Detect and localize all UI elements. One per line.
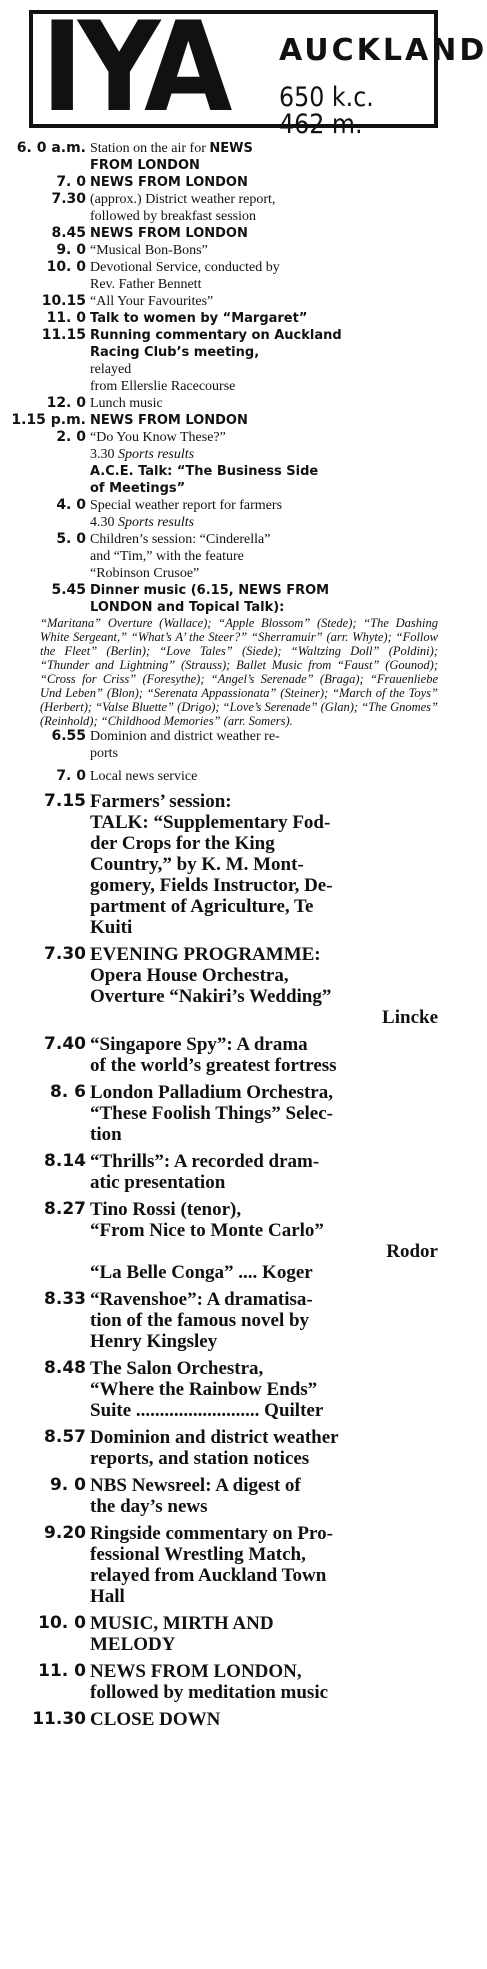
entry-line: 3.30 Sports results bbox=[90, 447, 195, 462]
entry-description bbox=[90, 1199, 448, 1283]
programme-entry bbox=[0, 191, 448, 225]
entry-line-part: NEWS FROM LONDON bbox=[90, 413, 248, 428]
entry-line: Overture “Nakiri’s Wedding” bbox=[90, 986, 332, 1007]
entry-description bbox=[90, 259, 448, 293]
entry-line: MUSIC, MIRTH AND bbox=[90, 1613, 274, 1634]
entry-line: NBS Newsreel: A digest of bbox=[90, 1475, 301, 1496]
entry-description bbox=[90, 174, 448, 191]
entry-line: Devotional Service, conducted by bbox=[90, 260, 280, 275]
entry-description bbox=[90, 310, 448, 327]
entry-line: “From Nice to Monte Carlo” bbox=[90, 1220, 324, 1241]
entry-line: EVENING PROGRAMME: bbox=[90, 944, 321, 965]
entry-line: der Crops for the King bbox=[90, 833, 275, 854]
entry-description bbox=[90, 225, 448, 242]
entry-line: atic presentation bbox=[90, 1172, 226, 1193]
sports-results-label: Sports results bbox=[118, 447, 195, 462]
entry-line bbox=[90, 463, 438, 480]
programme-entry bbox=[0, 1475, 448, 1517]
programme-entry bbox=[0, 1151, 448, 1193]
entry-description bbox=[90, 1613, 448, 1655]
entry-line: partment of Agriculture, Te bbox=[90, 896, 314, 917]
entry-time: 6.55 bbox=[51, 728, 86, 744]
programme-entry bbox=[0, 1523, 448, 1607]
entry-time: 8.33 bbox=[44, 1289, 86, 1309]
entry-line-part: Dinner music (6.15, NEWS FROM bbox=[90, 583, 330, 598]
station-header bbox=[29, 0, 487, 140]
programme-entry bbox=[0, 531, 448, 582]
entry-line: fessional Wrestling Match, bbox=[90, 1544, 306, 1565]
entry-time: 7.30 bbox=[51, 191, 86, 207]
entry-time: 9. 0 bbox=[49, 1475, 86, 1495]
entry-time: 11.15 bbox=[41, 327, 86, 343]
entry-line: Rev. Father Bennett bbox=[90, 277, 202, 292]
entry-line-part: NEWS FROM LONDON bbox=[90, 175, 248, 190]
entry-line bbox=[90, 412, 438, 429]
entry-line: gomery, Fields Instructor, De- bbox=[90, 875, 333, 896]
entry-line: reports, and station notices bbox=[90, 1448, 310, 1469]
entry-line: Ringside commentary on Pro- bbox=[90, 1523, 333, 1544]
entry-line: ports bbox=[90, 746, 118, 761]
entry-time: 5. 0 bbox=[56, 531, 86, 547]
entry-line: CLOSE DOWN bbox=[90, 1709, 221, 1730]
entry-time: 11. 0 bbox=[38, 1661, 86, 1681]
entry-time: 1.15 p.m. bbox=[11, 412, 86, 428]
station-city: AUCKLAND bbox=[279, 33, 487, 68]
entry-description bbox=[90, 1475, 448, 1517]
entry-time: 9.20 bbox=[44, 1523, 86, 1543]
programme-entry bbox=[0, 944, 448, 1028]
entry-line: Suite .......................... Quilter bbox=[90, 1400, 324, 1421]
programme-entry bbox=[0, 310, 448, 327]
entry-composer: Lincke bbox=[382, 1007, 438, 1028]
programme-list bbox=[0, 140, 448, 1730]
entry-line: Hall bbox=[90, 1586, 125, 1607]
entry-description bbox=[90, 497, 448, 531]
programme-entry bbox=[0, 1289, 448, 1352]
entry-line: London Palladium Orchestra, bbox=[90, 1082, 333, 1103]
entry-description bbox=[90, 728, 448, 762]
entry-line-part: LONDON and Topical Talk): bbox=[90, 600, 285, 615]
entry-line: Kuiti bbox=[90, 917, 133, 938]
entry-line: NEWS FROM LONDON, bbox=[90, 1661, 302, 1682]
entry-line: 4.30 Sports results bbox=[90, 515, 195, 530]
entry-line-part: NEWS bbox=[209, 141, 253, 156]
programme-entry bbox=[0, 327, 448, 395]
entry-line: tion bbox=[90, 1124, 122, 1145]
entry-line: followed by breakfast session bbox=[90, 209, 257, 224]
entry-description bbox=[90, 768, 448, 785]
entry-composer: Rodor bbox=[386, 1241, 438, 1262]
entry-time: 8. 6 bbox=[49, 1082, 86, 1102]
entry-line bbox=[90, 140, 438, 157]
programme-entry bbox=[0, 1661, 448, 1703]
programme-entry bbox=[0, 225, 448, 242]
programme-entry bbox=[0, 140, 448, 174]
entry-line: Farmers’ session: bbox=[90, 791, 232, 812]
programme-entry bbox=[0, 768, 448, 785]
programme-entry bbox=[0, 1199, 448, 1283]
entry-line bbox=[90, 344, 438, 361]
entry-time: 2. 0 bbox=[56, 429, 86, 445]
entry-line: the day’s news bbox=[90, 1496, 208, 1517]
entry-line: Tino Rossi (tenor), bbox=[90, 1199, 242, 1220]
entry-line-part: Running commentary on Auckland bbox=[90, 328, 342, 343]
programme-entry bbox=[0, 1613, 448, 1655]
entry-description bbox=[90, 531, 448, 582]
entry-line: Henry Kingsley bbox=[90, 1331, 218, 1352]
entry-description bbox=[90, 327, 448, 395]
dinner-music-list: “Maritana” Overture (Wallace); “Apple Blossom” (Stede); “The Dashing White Sergeant,” “What’s A’ the Steer?” “Sherramuir” (arr. Whyte); “Follow the Fleet” (Berlin); “Love Tales” (Siede); “Waltzing Doll” (Poldini); “Thunder and Lightning” (Strauss); Ballet Music from “Faust” (Gounod); “Cross for Criss” (Foresythe); “Angel’s Serenade” (Braga); “Frauenliebe Und Leben” (Blon); “Serenata Appassionata” (Steiner); “March of the Toys” (Herbert); “Valse Bluette” (Drigo); “Love’s Serenade” (Glan); “The Gnomes” (Reinhold); “Childhood Memories” (arr. Somers). bbox=[40, 616, 438, 728]
entry-description bbox=[90, 1289, 448, 1352]
entry-time: 7.30 bbox=[44, 944, 86, 964]
entry-description bbox=[90, 1151, 448, 1193]
station-frequency: 650 k.c. 462 m. bbox=[279, 82, 374, 140]
entry-line: Lunch music bbox=[90, 396, 163, 411]
entry-time: 7. 0 bbox=[56, 768, 86, 784]
entry-line: “Singapore Spy”: A drama bbox=[90, 1034, 308, 1055]
programme-entry bbox=[0, 412, 448, 429]
entry-time: 10. 0 bbox=[38, 1613, 86, 1633]
programme-entry bbox=[0, 1358, 448, 1421]
entry-time: 11.30 bbox=[32, 1709, 86, 1729]
station-callsign: IYA bbox=[41, 0, 227, 140]
entry-line: tion of the famous novel by bbox=[90, 1310, 310, 1331]
entry-time: 5.45 bbox=[51, 582, 86, 598]
entry-line: “Thrills”: A recorded dram- bbox=[90, 1151, 320, 1172]
entry-line: “Do You Know These?” bbox=[90, 430, 226, 445]
entry-description bbox=[90, 1661, 448, 1703]
entry-line-part: of Meetings” bbox=[90, 481, 186, 496]
entry-description bbox=[90, 1427, 448, 1469]
entry-line: (approx.) District weather report, bbox=[90, 192, 276, 207]
entry-description bbox=[90, 944, 448, 1028]
entry-line: “Musical Bon-Bons” bbox=[90, 243, 208, 258]
entry-line: “La Belle Conga” .... Koger bbox=[90, 1262, 313, 1283]
programme-entry bbox=[0, 1427, 448, 1469]
entry-description bbox=[90, 395, 448, 412]
programme-entry bbox=[0, 1082, 448, 1145]
entry-time: 8.14 bbox=[44, 1151, 86, 1171]
entry-line bbox=[90, 327, 438, 344]
entry-line: Special weather report for farmers bbox=[90, 498, 283, 513]
entry-description bbox=[90, 293, 448, 310]
entry-line: The Salon Orchestra, bbox=[90, 1358, 264, 1379]
entry-line-part: NEWS FROM LONDON bbox=[90, 226, 248, 241]
entry-time: 9. 0 bbox=[56, 242, 86, 258]
entry-time: 10. 0 bbox=[46, 259, 86, 275]
entry-time: 7. 0 bbox=[56, 174, 86, 190]
entry-line: “These Foolish Things” Selec- bbox=[90, 1103, 333, 1124]
entry-line bbox=[90, 480, 438, 497]
entry-description bbox=[90, 242, 448, 259]
entry-line: “Robinson Crusoe” bbox=[90, 566, 200, 581]
entry-time: 7.15 bbox=[44, 791, 86, 811]
entry-line: Opera House Orchestra, bbox=[90, 965, 289, 986]
entry-description bbox=[90, 582, 448, 616]
entry-line bbox=[90, 599, 438, 616]
entry-description bbox=[90, 191, 448, 225]
entry-line: of the world’s greatest fortress bbox=[90, 1055, 337, 1076]
entry-line: Local news service bbox=[90, 769, 198, 784]
entry-time: 8.45 bbox=[51, 225, 86, 241]
entry-line: relayed from Auckland Town bbox=[90, 1565, 327, 1586]
entry-description bbox=[90, 1523, 448, 1607]
programme-entry bbox=[0, 293, 448, 310]
entry-line: from Ellerslie Racecourse bbox=[90, 379, 236, 394]
entry-line: Dominion and district weather bbox=[90, 1427, 339, 1448]
entry-description bbox=[90, 1358, 448, 1421]
programme-entry bbox=[0, 395, 448, 412]
programme-entry bbox=[0, 259, 448, 293]
entry-line bbox=[90, 582, 438, 599]
entry-time: 11. 0 bbox=[46, 310, 86, 326]
entry-line bbox=[90, 310, 438, 327]
entry-time: 12. 0 bbox=[46, 395, 86, 411]
entry-line bbox=[90, 225, 438, 242]
entry-time: 10.15 bbox=[41, 293, 86, 309]
entry-line-part: Talk to women by “Margaret” bbox=[90, 311, 308, 326]
entry-line: and “Tim,” with the feature bbox=[90, 549, 244, 564]
entry-time: 7.40 bbox=[44, 1034, 86, 1054]
entry-line: Country,” by K. M. Mont- bbox=[90, 854, 304, 875]
entry-time: 4. 0 bbox=[56, 497, 86, 513]
local-news-section bbox=[0, 728, 448, 785]
entry-line: relayed bbox=[90, 362, 132, 377]
entry-description bbox=[90, 412, 448, 429]
programme-entry bbox=[0, 497, 448, 531]
entry-line: MELODY bbox=[90, 1634, 176, 1655]
entry-time: 8.27 bbox=[44, 1199, 86, 1219]
programme-entry bbox=[0, 582, 448, 616]
entry-line: followed by meditation music bbox=[90, 1682, 329, 1703]
entry-line: “Ravenshoe”: A dramatisa- bbox=[90, 1289, 313, 1310]
programme-entry bbox=[0, 728, 448, 762]
entry-description bbox=[90, 1082, 448, 1145]
entry-line-part: FROM LONDON bbox=[90, 158, 200, 173]
entry-time: 8.57 bbox=[44, 1427, 86, 1447]
daytime-section bbox=[0, 140, 448, 616]
entry-line bbox=[90, 157, 438, 174]
entry-description bbox=[90, 1034, 448, 1076]
programme-entry bbox=[0, 242, 448, 259]
entry-line-part: Racing Club’s meeting, bbox=[90, 345, 260, 360]
programme-entry bbox=[0, 1709, 448, 1730]
entry-line bbox=[90, 174, 438, 191]
entry-time: 6. 0 a.m. bbox=[16, 140, 86, 156]
entry-line: Dominion and district weather re- bbox=[90, 729, 280, 744]
programme-entry bbox=[0, 791, 448, 938]
sports-results-label: Sports results bbox=[118, 515, 195, 530]
evening-section bbox=[0, 791, 448, 1730]
programme-entry bbox=[0, 1034, 448, 1076]
entry-description bbox=[90, 429, 448, 497]
entry-line: “All Your Favourites” bbox=[90, 294, 214, 309]
entry-line: “Where the Rainbow Ends” bbox=[90, 1379, 318, 1400]
programme-entry bbox=[0, 174, 448, 191]
programme-entry bbox=[0, 429, 448, 497]
entry-line: Children’s session: “Cinderella” bbox=[90, 532, 271, 547]
entry-description bbox=[90, 140, 448, 174]
entry-line: TALK: “Supplementary Fod- bbox=[90, 812, 331, 833]
entry-line-part: A.C.E. Talk: “The Business Side bbox=[90, 464, 319, 479]
entry-description bbox=[90, 1709, 448, 1730]
entry-time: 8.48 bbox=[44, 1358, 86, 1378]
entry-description bbox=[90, 791, 448, 938]
entry-line-part: Station on the air for bbox=[90, 141, 210, 156]
